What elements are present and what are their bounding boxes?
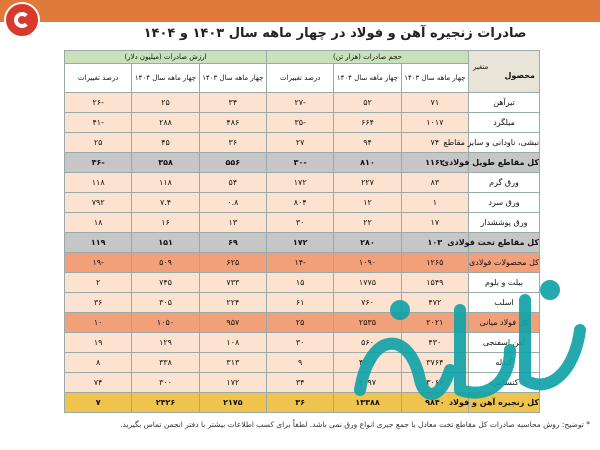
cell-value-1404: ۷.۴	[132, 193, 199, 213]
cell-volume-change: ۹	[267, 353, 334, 373]
cell-volume-change: ۶۱	[267, 293, 334, 313]
news-logo-icon	[4, 2, 40, 38]
cell-value-1404: ۷۴۵	[132, 273, 199, 293]
cell-value-1403: ۱۳	[199, 213, 266, 233]
col-volume-1403: چهار ماهه سال ۱۴۰۳	[401, 64, 468, 93]
cell-volume-change: ۲۵	[267, 313, 334, 333]
cell-row-name: کل زنجیره آهن و فولاد	[469, 393, 540, 413]
table-row	[65, 153, 540, 173]
col-value-1403: چهار ماهه سال ۱۴۰۳	[199, 64, 266, 93]
cell-volume-change: -۲۷	[267, 93, 334, 113]
cell-value-change: -۱۹	[65, 253, 132, 273]
cell-row-name: کل فولاد میانی	[469, 313, 540, 333]
cell-value-1403: ۴۸۶	[199, 113, 266, 133]
cell-value-1404: ۲۸۸	[132, 113, 199, 133]
cell-volume-1404: ۲۸۰	[334, 233, 401, 253]
cell-value-1403: ۰.۸	[199, 193, 266, 213]
cell-value-change: ۲	[65, 273, 132, 293]
table-row	[65, 193, 540, 213]
cell-volume-change: ۳۰	[267, 333, 334, 353]
cell-value-1404: ۱۲۹	[132, 333, 199, 353]
cell-volume-1404: ۵۶۰	[334, 333, 401, 353]
cell-value-1403: ۲۱۷۵	[199, 393, 266, 413]
cell-row-name: اسلب	[469, 293, 540, 313]
cell-volume-1403: ۴۷۲	[401, 293, 468, 313]
cell-value-1404: ۳۳۸	[132, 353, 199, 373]
cell-value-1404: ۲۵	[132, 93, 199, 113]
cell-value-change: ۷۴	[65, 373, 132, 393]
cell-volume-1404: ۵۲	[334, 93, 401, 113]
cell-row-name: کل مقاطع طویل فولادی	[469, 153, 540, 173]
col-value-1404: چهار ماهه سال ۱۴۰۴	[132, 64, 199, 93]
cell-value-1404: ۳۰۵	[132, 293, 199, 313]
cell-volume-1403: ۳۰۶۶	[401, 373, 468, 393]
top-banner	[0, 0, 600, 22]
cell-volume-1403: ۱	[401, 193, 468, 213]
cell-volume-1403: ۹۸۴۰	[401, 393, 468, 413]
cell-value-change: ۱۱۹	[65, 233, 132, 253]
page-title: صادرات زنجیره آهن و فولاد در چهار ماهه سال ۱۴۰۳ و ۱۴۰۴	[143, 26, 527, 41]
cell-volume-1403: ۱۵۴۹	[401, 273, 468, 293]
cell-volume-1403: ۷۴	[401, 133, 468, 153]
cell-value-1404: ۱۰۵۰	[132, 313, 199, 333]
cell-volume-1403: ۳۷۶۴	[401, 353, 468, 373]
cell-value-1403: ۳۱۳	[199, 353, 266, 373]
cell-volume-1404: ۲۵۳۵	[334, 313, 401, 333]
cell-value-1404: ۳۰۰	[132, 373, 199, 393]
cell-value-change: ۱۰	[65, 313, 132, 333]
cell-value-1404: ۴۵	[132, 133, 199, 153]
cell-volume-change: ۸۰۴	[267, 193, 334, 213]
col-value-change: درصد تغییرات	[65, 64, 132, 93]
cell-value-1404: ۱۵۱	[132, 233, 199, 253]
cell-volume-change: ۳۶	[267, 393, 334, 413]
col-volume-change: درصد تغییرات	[267, 64, 334, 93]
cell-row-name: کنسانتره	[469, 373, 540, 393]
cell-value-1404: ۳۵۸	[132, 153, 199, 173]
cell-volume-change: ۳۴	[267, 373, 334, 393]
cell-value-change: -۲۶	[65, 93, 132, 113]
table-row	[65, 93, 540, 113]
cell-volume-change: -۱۴	[267, 253, 334, 273]
cell-row-name: کل محصولات فولادی	[469, 253, 540, 273]
value-group-header: ارزش صادرات (میلیون دلار)	[65, 51, 267, 64]
cell-row-name: ورق سرد	[469, 193, 540, 213]
cell-volume-1404: ۶۶۴	[334, 113, 401, 133]
cell-row-name: آهن اسفنجی	[469, 333, 540, 353]
cell-value-change: ۱۸	[65, 213, 132, 233]
cell-value-1404: ۵۰۹	[132, 253, 199, 273]
cell-value-change: -۳۶	[65, 153, 132, 173]
cell-value-1403: ۱۰۸	[199, 333, 266, 353]
cell-volume-change: ۱۵	[267, 273, 334, 293]
cell-volume-1403: ۴۳۰	[401, 333, 468, 353]
cell-volume-1404: ۱۲	[334, 193, 401, 213]
cell-value-1403: ۶۲۵	[199, 253, 266, 273]
cell-value-change: ۷۹۲	[65, 193, 132, 213]
cell-volume-change: ۳۰	[267, 213, 334, 233]
cell-value-1403: ۱۷۲	[199, 373, 266, 393]
cell-volume-1404: ۱۰۹۰	[334, 253, 401, 273]
cell-value-1404: ۱۶	[132, 213, 199, 233]
cell-volume-change: -۳۵	[267, 113, 334, 133]
cell-value-1403: ۶۹	[199, 233, 266, 253]
volume-group-header: حجم صادرات (هزار تن)	[267, 51, 469, 64]
cell-volume-1403: ۲۰۲۱	[401, 313, 468, 333]
cell-volume-change: ۲۷	[267, 133, 334, 153]
cell-volume-1404: ۲۲	[334, 213, 401, 233]
metric-header: متغیر	[473, 63, 489, 71]
cell-volume-1404: ۲۲۷	[334, 173, 401, 193]
cell-value-1403: ۵۵۶	[199, 153, 266, 173]
cell-volume-1403: ۱۷	[401, 213, 468, 233]
cell-volume-change: ۱۷۲	[267, 173, 334, 193]
cell-value-change: ۱۹	[65, 333, 132, 353]
cell-value-change: ۲۵	[65, 133, 132, 153]
cell-volume-1404: ۱۷۷۵	[334, 273, 401, 293]
table-row	[65, 133, 540, 153]
table-row	[65, 173, 540, 193]
cell-value-change: ۳۶	[65, 293, 132, 313]
cell-value-1403: ۷۳۳	[199, 273, 266, 293]
cell-volume-1403: ۱۱۶۲	[401, 153, 468, 173]
cell-value-1404: ۲۳۲۶	[132, 393, 199, 413]
cell-volume-1404: ۴۱۰۶	[334, 353, 401, 373]
cell-value-1403: ۳۴	[199, 93, 266, 113]
col-volume-1404: چهار ماهه سال ۱۴۰۴	[334, 64, 401, 93]
cell-value-1403: ۹۵۷	[199, 313, 266, 333]
cell-value-1403: ۵۴	[199, 173, 266, 193]
cell-volume-1404: ۸۱۰	[334, 153, 401, 173]
cell-volume-1403: ۱۰۱۷	[401, 113, 468, 133]
cell-value-change: ۷	[65, 393, 132, 413]
cell-value-change: -۴۱	[65, 113, 132, 133]
watermark-logo	[340, 270, 600, 420]
cell-value-1403: ۳۶	[199, 133, 266, 153]
cell-volume-1403: ۱۰۳	[401, 233, 468, 253]
cell-row-name: ورق گرم	[469, 173, 540, 193]
cell-volume-1404: ۴۰۹۷	[334, 373, 401, 393]
cell-row-name: کل مقاطع تخت فولادی	[469, 233, 540, 253]
cell-row-name: گندله	[469, 353, 540, 373]
cell-volume-1404: ۱۳۳۸۸	[334, 393, 401, 413]
table-row	[65, 233, 540, 253]
cell-row-name: نبشی، ناودانی و سایر مقاطع	[469, 133, 540, 153]
cell-value-1403: ۲۲۴	[199, 293, 266, 313]
cell-volume-1403: ۱۲۶۵	[401, 253, 468, 273]
product-header: متغیر محصول	[469, 51, 540, 93]
cell-volume-1403: ۷۱	[401, 93, 468, 113]
cell-value-change: ۱۱۸	[65, 173, 132, 193]
cell-row-name: بیلت و بلوم	[469, 273, 540, 293]
cell-volume-1403: ۸۳	[401, 173, 468, 193]
cell-row-name: تیرآهن	[469, 93, 540, 113]
table-row	[65, 113, 540, 133]
cell-volume-1404: ۷۶۰	[334, 293, 401, 313]
cell-value-1404: ۱۱۸	[132, 173, 199, 193]
cell-row-name: میلگرد	[469, 113, 540, 133]
table-row	[65, 213, 540, 233]
cell-volume-1404: ۹۴	[334, 133, 401, 153]
cell-volume-change: -۳۰	[267, 153, 334, 173]
cell-volume-change: ۱۷۲	[267, 233, 334, 253]
footnote: * توضیح: روش محاسبه صادرات کل مقاطع تخت معادل با جمع جبری انواع ورق نمی باشد. لطفاً برای کسب اطلاعات بیشتر با دفتر انجمن تماس بگیرید.	[120, 420, 590, 429]
cell-value-change: ۸	[65, 353, 132, 373]
cell-row-name: ورق پوششدار	[469, 213, 540, 233]
